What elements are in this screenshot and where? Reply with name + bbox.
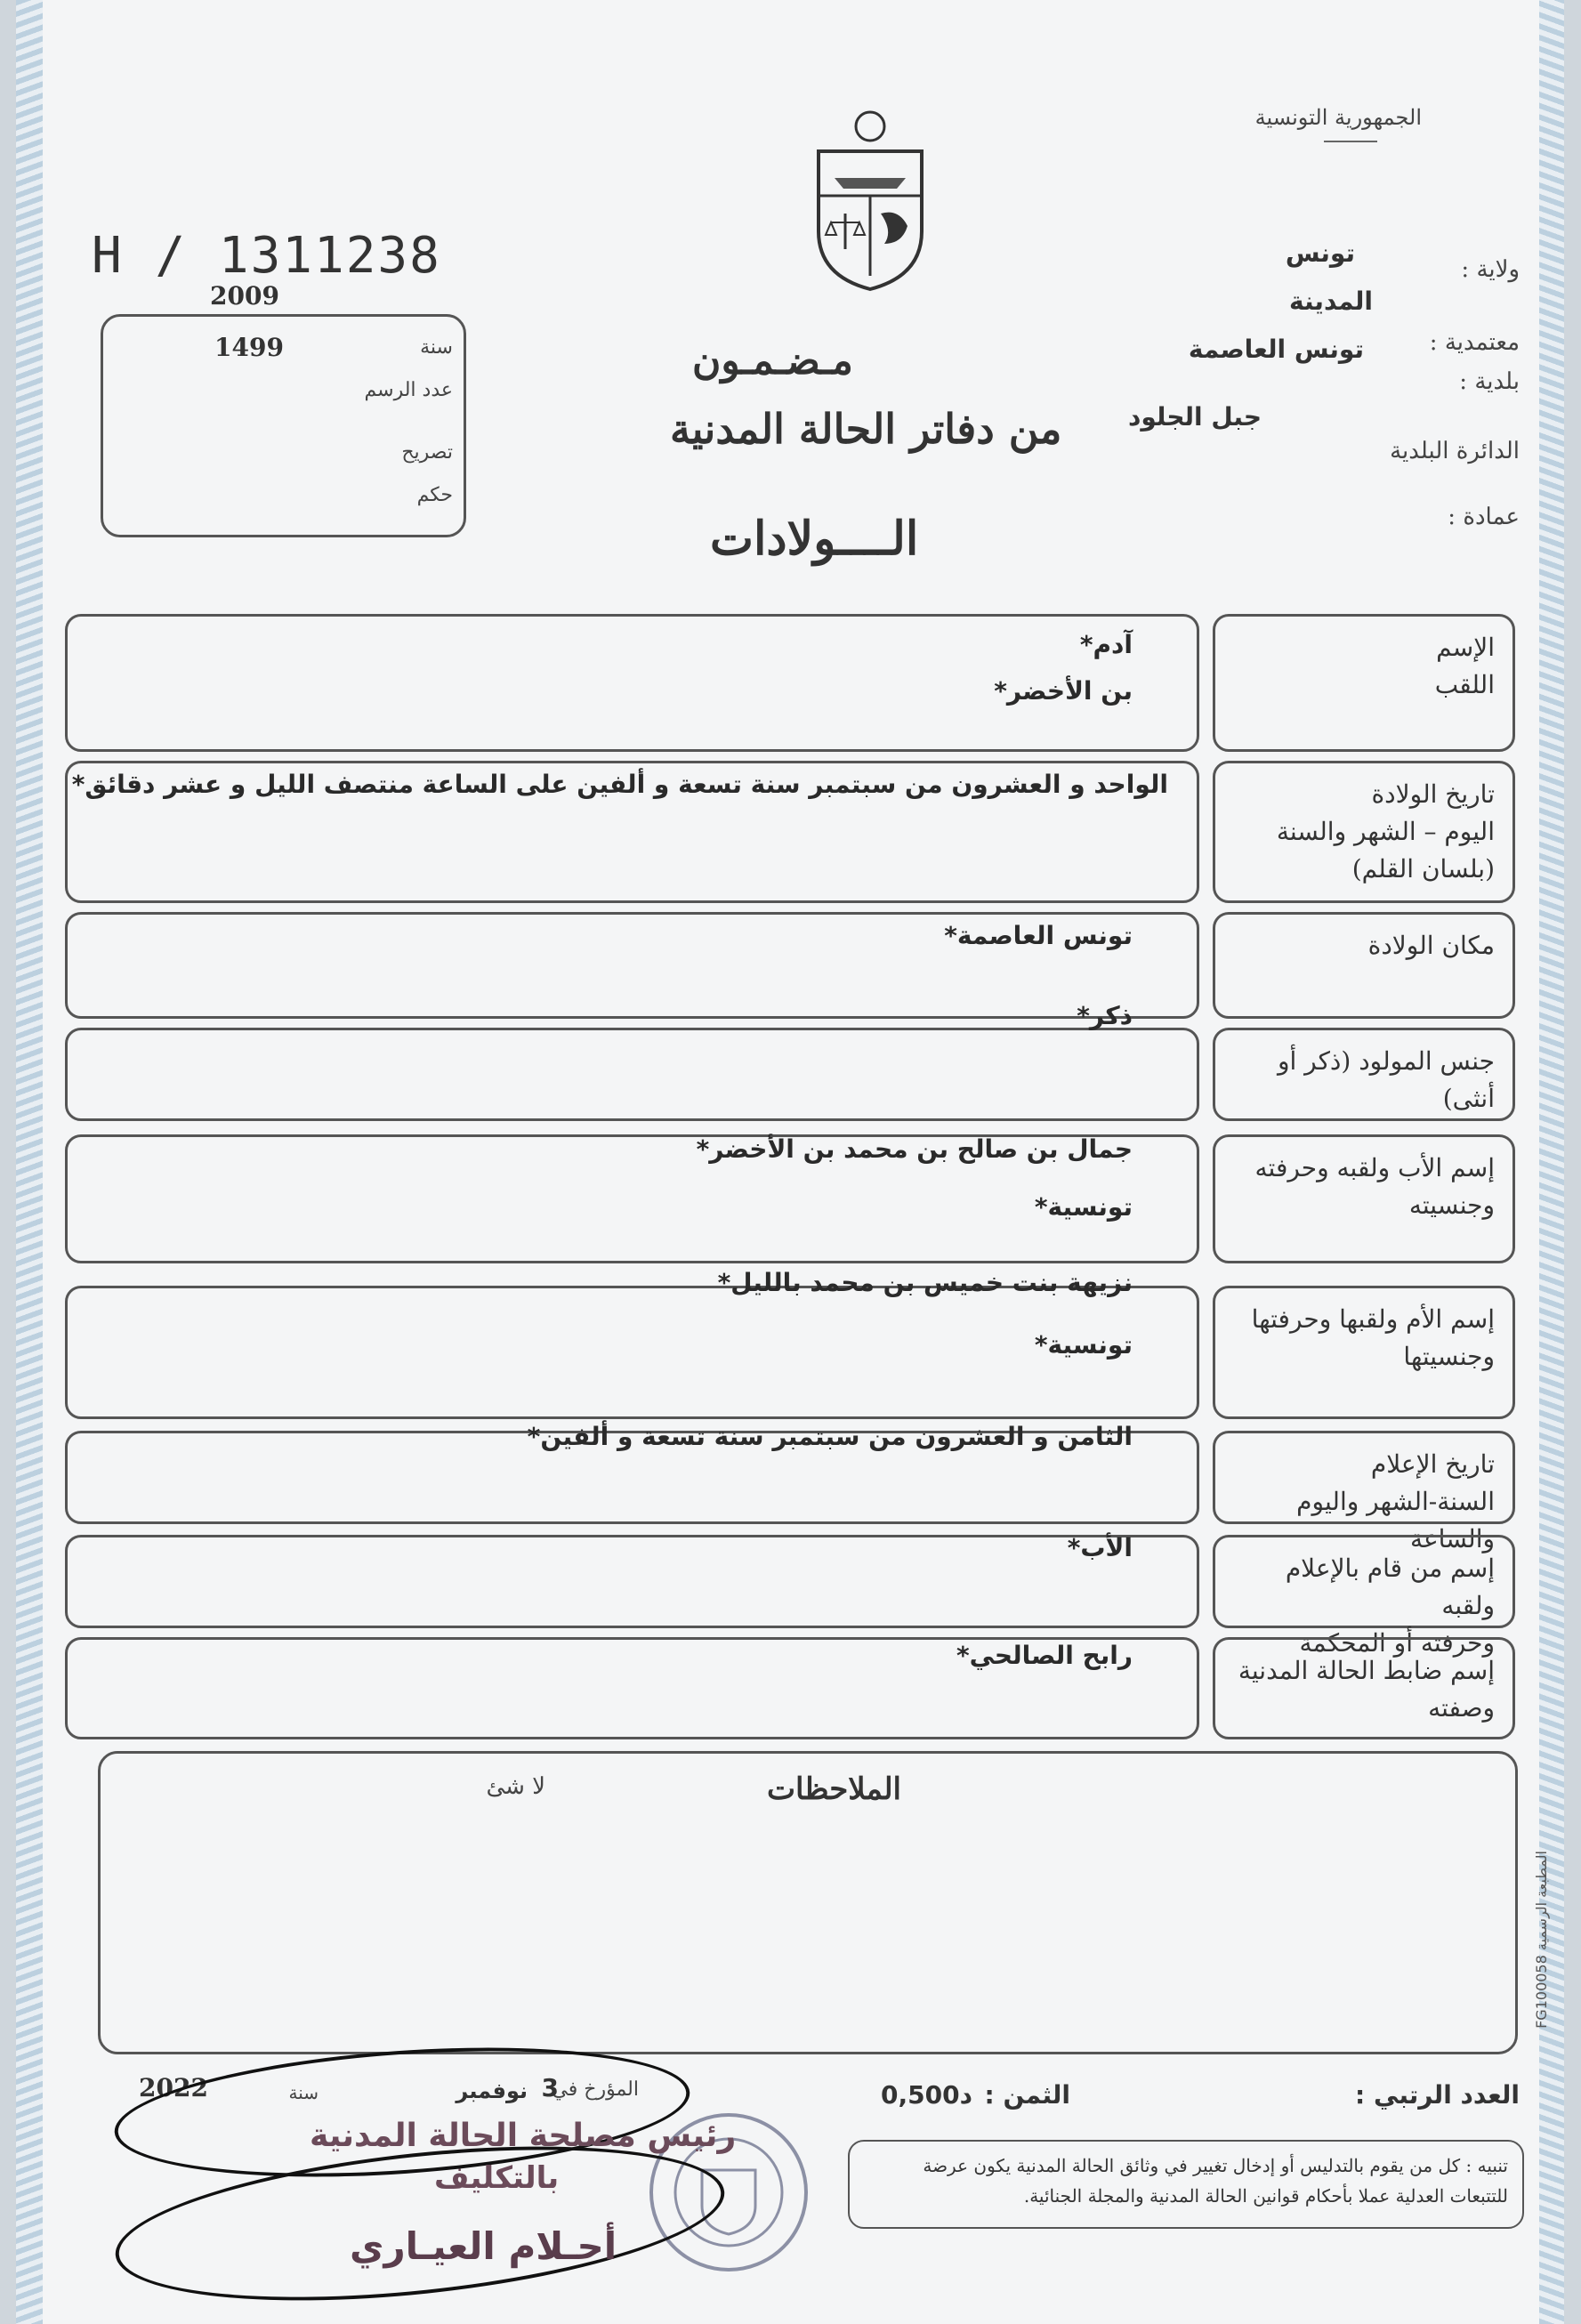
field-value: بن الأخضر* bbox=[994, 676, 1133, 706]
field-value: تونسية* bbox=[1034, 1330, 1133, 1360]
daira-value: جبل الجلود bbox=[1128, 402, 1262, 432]
field-label: الإسم اللقب bbox=[1213, 614, 1515, 752]
signatory-title-1: رئيس مصلحة الحالة المدنية bbox=[310, 2118, 737, 2154]
rasm-number: 1499 bbox=[214, 333, 284, 362]
field-value: جمال بن صالح بن محمد بن الأخضر* bbox=[696, 1134, 1133, 1164]
serial-label: العدد الرتبي : bbox=[1355, 2080, 1520, 2110]
field-value-box bbox=[65, 1028, 1199, 1121]
notes-title: الملاحظات bbox=[766, 1771, 901, 1807]
dated-label: المؤرخ في bbox=[552, 2078, 639, 2101]
signatory-title-2: بالتكليف bbox=[434, 2160, 560, 2196]
date-year: 2022 bbox=[139, 2073, 208, 2102]
rasm-label: عدد الرسم bbox=[364, 379, 453, 401]
register-year: 2009 bbox=[210, 281, 279, 311]
tasrih-label: تصريح bbox=[401, 441, 453, 464]
field-value: رابح الصالحي* bbox=[956, 1641, 1133, 1670]
imada-label: عمادة : bbox=[1448, 504, 1520, 530]
register-number: H / 1311238 bbox=[92, 227, 441, 285]
decorative-border-left bbox=[16, 0, 43, 2324]
notes-box bbox=[98, 1751, 1518, 2054]
baladiya-label: بلدية : bbox=[1459, 368, 1520, 395]
birth-certificate-page bbox=[16, 0, 1564, 2324]
notes-value: لا شئ bbox=[486, 1773, 545, 1800]
field-label: إسم الأب ولقبه وحرفته وجنسيته bbox=[1213, 1134, 1515, 1263]
field-label: إسم الأم ولقبها وحرفتها وجنسيتها bbox=[1213, 1286, 1515, 1419]
printer-mark: المطبعة الرسمية FG100058 bbox=[1533, 1851, 1550, 2029]
field-label: تاريخ الإعلام السنة-الشهر واليوم والساعة bbox=[1213, 1431, 1515, 1524]
price-label: الثمن : bbox=[984, 2080, 1070, 2110]
field-value: الثامن و العشرون من سبتمبر سنة تسعة و ألفين* bbox=[527, 1422, 1133, 1451]
daira-label: الدائرة البلدية bbox=[1390, 438, 1520, 464]
field-value: تونسية* bbox=[1034, 1192, 1133, 1222]
republic-heading: الجمهورية التونسية bbox=[1254, 105, 1422, 130]
field-value: الأب* bbox=[1067, 1533, 1133, 1562]
sana-label: سنة bbox=[420, 336, 453, 359]
field-value-box bbox=[65, 1286, 1199, 1419]
field-label: إسم ضابط الحالة المدنية وصفته bbox=[1213, 1637, 1515, 1739]
hukm-label: حكم bbox=[416, 484, 453, 506]
field-value: آدم* bbox=[1079, 630, 1133, 659]
signatory-name: أحـلام العيـاري bbox=[350, 2224, 617, 2268]
divider bbox=[1324, 141, 1377, 142]
field-label: جنس المولود (ذكر أو أنثى) bbox=[1213, 1028, 1515, 1121]
field-value: ذكر* bbox=[1077, 1001, 1133, 1030]
mutamadiya-value: المدينة bbox=[1289, 286, 1373, 316]
field-value: تونس العاصمة* bbox=[944, 921, 1133, 950]
price-value: 0,500د bbox=[881, 2080, 972, 2110]
date-day: 3 bbox=[541, 2073, 559, 2102]
year-label: سنة bbox=[288, 2082, 319, 2103]
wilaya-value: تونس bbox=[1285, 238, 1355, 268]
field-label: إسم من قام بالإعلام ولقبه وحرفته أو المحكمة bbox=[1213, 1535, 1515, 1628]
births-title: الــــولادات bbox=[710, 512, 919, 566]
field-label: تاريخ الولادة اليوم – الشهر والسنة (بلسان القلم) bbox=[1213, 761, 1515, 903]
registers-title: من دفاتر الحالة المدنية bbox=[670, 405, 1062, 453]
madmun-title: مـضـمـون bbox=[692, 338, 853, 383]
register-box bbox=[101, 314, 466, 537]
mutamadiya-label: معتمدية : bbox=[1429, 329, 1520, 356]
wilaya-label: ولاية : bbox=[1461, 256, 1520, 283]
warning-notice: تنبيه : كل من يقوم بالتدليس أو إدخال تغيير في وثائق الحالة المدنية يكون عرضة للتتبعات العدلية عملا بأحكام قوانين الحالة المدنية والمجلة الجنائية. bbox=[848, 2140, 1524, 2229]
field-label: مكان الولادة bbox=[1213, 912, 1515, 1019]
field-value: الواحد و العشرون من سبتمبر سنة تسعة و ألفين على الساعة منتصف الليل و عشر دقائق* bbox=[71, 770, 1168, 799]
date-month: نوفمبر bbox=[456, 2078, 528, 2103]
field-value: نزيهة بنت خميس بن محمد بالليل* bbox=[717, 1268, 1133, 1297]
coat-of-arms-icon bbox=[808, 107, 932, 294]
field-value-box bbox=[65, 1535, 1199, 1628]
baladiya-value: تونس العاصمة bbox=[1188, 335, 1364, 364]
